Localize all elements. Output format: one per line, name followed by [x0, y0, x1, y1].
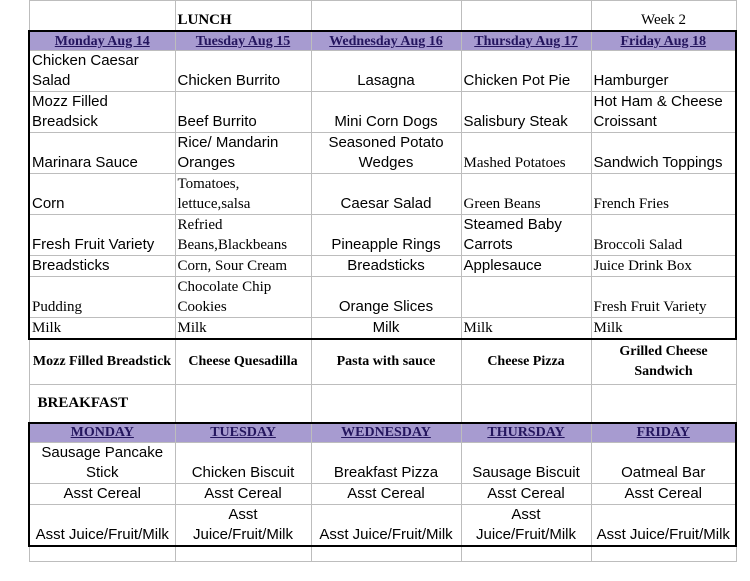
menu-item: Salisbury Steak: [461, 92, 591, 133]
breakfast-day-header: FRIDAY: [591, 423, 736, 443]
menu-item: Corn: [29, 174, 175, 215]
blank-cell: [175, 385, 311, 423]
menu-item: Rice/ Mandarin Oranges: [175, 133, 311, 174]
alternate-entree: Cheese Quesadilla: [175, 339, 311, 385]
breakfast-item: Asst Cereal: [461, 483, 591, 504]
breakfast-item: Asst Cereal: [175, 483, 311, 504]
breakfast-item: Asst Cereal: [29, 483, 175, 504]
breakfast-item: Breakfast Pizza: [311, 442, 461, 483]
breakfast-item: Asst Juice/Fruit/Milk: [29, 504, 175, 546]
menu-item: Sandwich Toppings: [591, 133, 736, 174]
menu-item: Breadsticks: [29, 256, 175, 277]
menu-item: Broccoli Salad: [591, 215, 736, 256]
lunch-day-header: Friday Aug 18: [591, 31, 736, 51]
menu-item: Milk: [175, 318, 311, 340]
blank-cell: [29, 1, 175, 32]
week-label: Week 2: [591, 1, 736, 32]
blank-cell: [461, 1, 591, 32]
menu-item: Hot Ham & Cheese Croissant: [591, 92, 736, 133]
menu-item: French Fries: [591, 174, 736, 215]
menu-item: Mozz Filled Breadsick: [29, 92, 175, 133]
breakfast-title: BREAKFAST: [29, 385, 175, 423]
alternate-entree: Pasta with sauce: [311, 339, 461, 385]
menu-item: Orange Slices: [311, 277, 461, 318]
menu-item: Corn, Sour Cream: [175, 256, 311, 277]
menu-item: Milk: [311, 318, 461, 340]
menu-item: Chicken Caesar Salad: [29, 51, 175, 92]
lunch-title: LUNCH: [175, 1, 311, 32]
lunch-day-header: Tuesday Aug 15: [175, 31, 311, 51]
alternate-entree: Cheese Pizza: [461, 339, 591, 385]
weekly-menu-table: [28, 0, 737, 562]
alternate-entree: Grilled Cheese Sandwich: [591, 339, 736, 385]
lunch-day-header: Thursday Aug 17: [461, 31, 591, 51]
menu-item: Seasoned Potato Wedges: [311, 133, 461, 174]
menu-item: Mashed Potatoes: [461, 133, 591, 174]
menu-item: Chicken Burrito: [175, 51, 311, 92]
menu-item: Chocolate Chip Cookies: [175, 277, 311, 318]
blank-cell: [311, 546, 461, 562]
menu-item: Pineapple Rings: [311, 215, 461, 256]
menu-item: Pudding: [29, 277, 175, 318]
breakfast-day-header: THURSDAY: [461, 423, 591, 443]
blank-cell: [461, 546, 591, 562]
breakfast-item: Asst Cereal: [591, 483, 736, 504]
menu-item: Lasagna: [311, 51, 461, 92]
blank-cell: [175, 546, 311, 562]
menu-item: Breadsticks: [311, 256, 461, 277]
alternate-entree: Mozz Filled Breadstick: [29, 339, 175, 385]
menu-item: Green Beans: [461, 174, 591, 215]
menu-item: Caesar Salad: [311, 174, 461, 215]
blank-cell: [29, 546, 175, 562]
lunch-day-header: Monday Aug 14: [29, 31, 175, 51]
blank-cell: [461, 385, 591, 423]
menu-item: Tomatoes, lettuce,salsa: [175, 174, 311, 215]
menu-item: Milk: [29, 318, 175, 340]
lunch-day-header: Wednesday Aug 16: [311, 31, 461, 51]
menu-item: Mini Corn Dogs: [311, 92, 461, 133]
menu-item: Hamburger: [591, 51, 736, 92]
breakfast-day-header: WEDNESDAY: [311, 423, 461, 443]
breakfast-item: Sausage Biscuit: [461, 442, 591, 483]
blank-cell: [591, 546, 736, 562]
menu-item: Beef Burrito: [175, 92, 311, 133]
menu-item: Refried Beans,Blackbeans: [175, 215, 311, 256]
breakfast-item: Asst Juice/Fruit/Milk: [311, 504, 461, 546]
blank-cell: [311, 385, 461, 423]
menu-item: Applesauce: [461, 256, 591, 277]
breakfast-item: Asst Juice/Fruit/Milk: [175, 504, 311, 546]
blank-cell: [311, 1, 461, 32]
menu-item: Milk: [591, 318, 736, 340]
breakfast-item: Asst Juice/Fruit/Milk: [461, 504, 591, 546]
breakfast-item: Oatmeal Bar: [591, 442, 736, 483]
menu-item: Juice Drink Box: [591, 256, 736, 277]
menu-item: Fresh Fruit Variety: [591, 277, 736, 318]
breakfast-item: Sausage Pancake Stick: [29, 442, 175, 483]
menu-item: Chicken Pot Pie: [461, 51, 591, 92]
menu-item: Steamed Baby Carrots: [461, 215, 591, 256]
menu-item: Marinara Sauce: [29, 133, 175, 174]
breakfast-item: Chicken Biscuit: [175, 442, 311, 483]
menu-item: [461, 277, 591, 318]
breakfast-item: Asst Cereal: [311, 483, 461, 504]
blank-cell: [591, 385, 736, 423]
menu-item: Fresh Fruit Variety: [29, 215, 175, 256]
breakfast-day-header: TUESDAY: [175, 423, 311, 443]
menu-item: Milk: [461, 318, 591, 340]
breakfast-day-header: MONDAY: [29, 423, 175, 443]
breakfast-item: Asst Juice/Fruit/Milk: [591, 504, 736, 546]
